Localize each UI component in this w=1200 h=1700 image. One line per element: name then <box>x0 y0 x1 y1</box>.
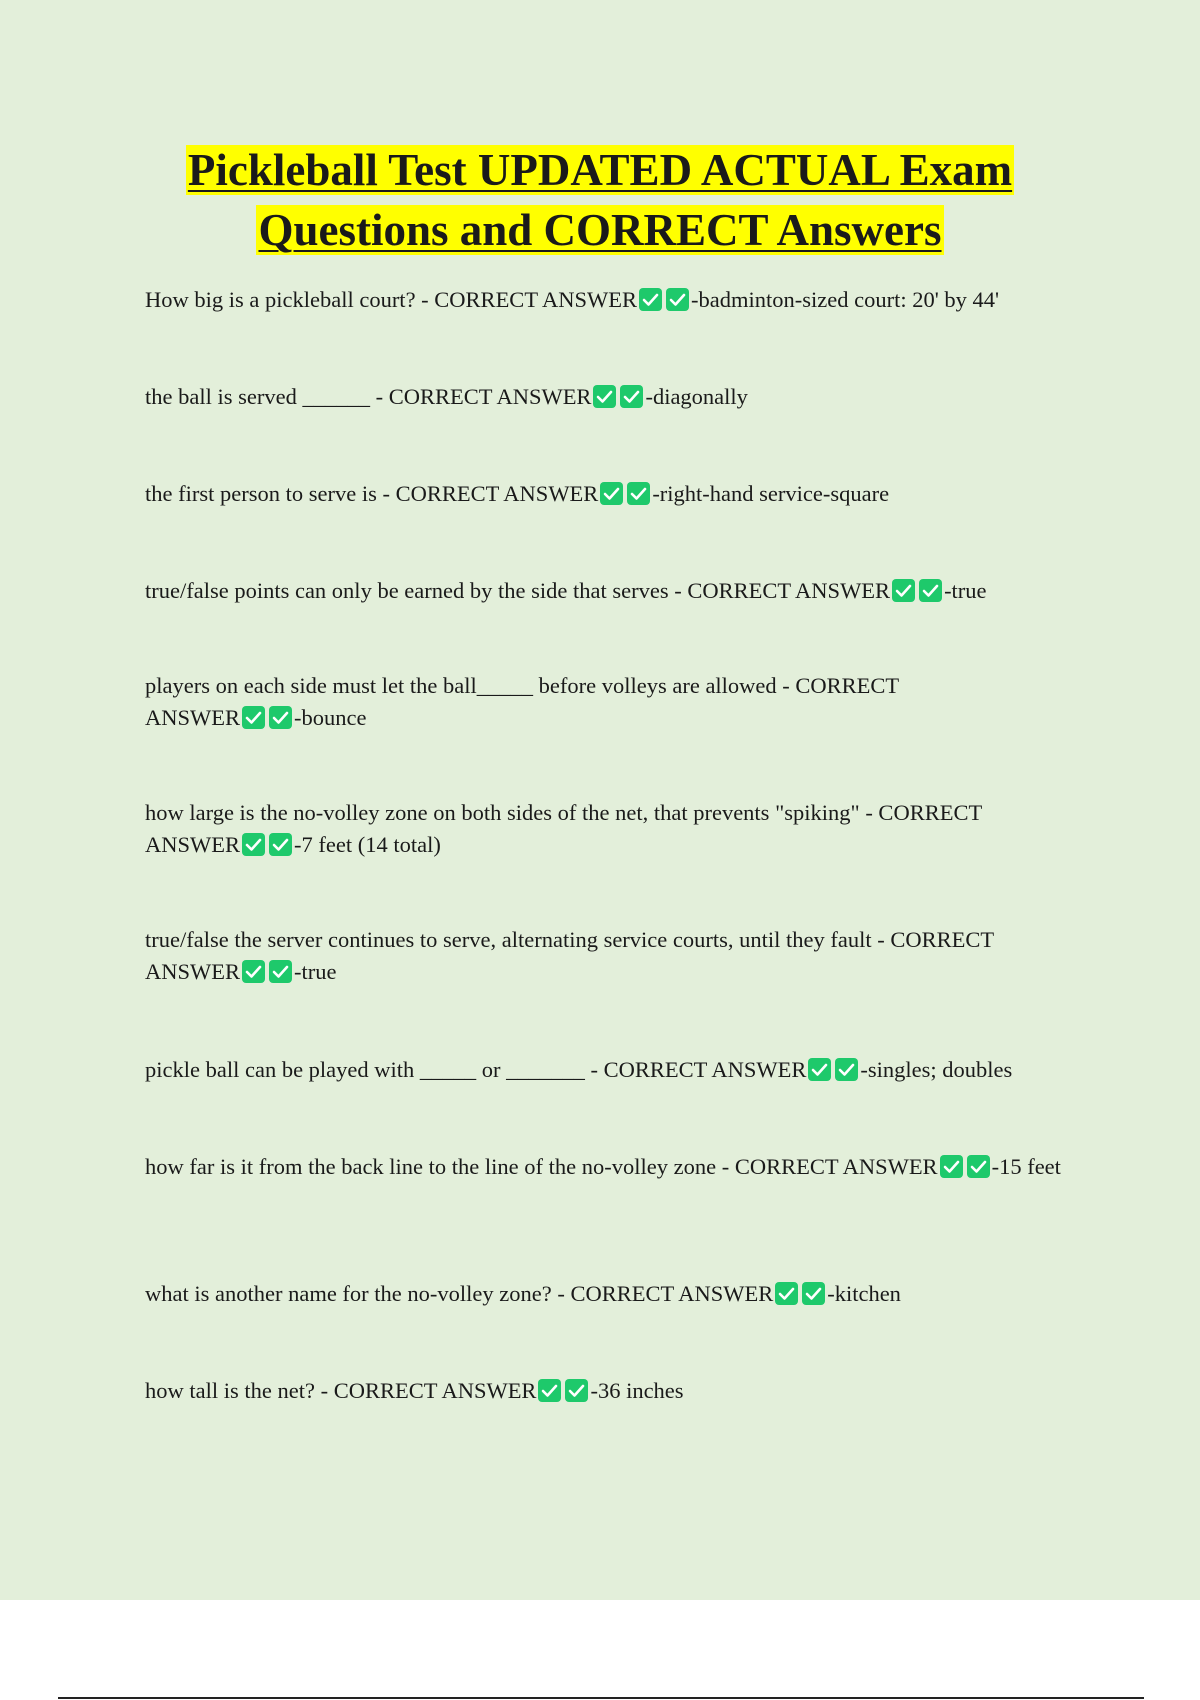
check-mark-icon <box>269 706 292 729</box>
question-text: true/false points can only be earned by the side that serves - CORRECT ANSWER <box>145 578 891 603</box>
qa-item <box>145 575 1090 607</box>
check-mark-icon <box>835 1058 858 1081</box>
question-text: the first person to serve is - CORRECT ANSWER <box>145 481 599 506</box>
check-mark-icon <box>269 833 292 856</box>
check-mark-icon <box>627 482 650 505</box>
check-mark-icon <box>967 1155 990 1178</box>
page-title <box>0 140 1200 260</box>
answer-text: -36 inches <box>590 1378 684 1403</box>
qa-item <box>145 1375 1090 1407</box>
qa-item <box>145 1054 1145 1086</box>
qa-item <box>145 924 1085 988</box>
check-mark-icon <box>242 706 265 729</box>
footer-divider <box>58 1697 1144 1699</box>
qa-item <box>145 797 1075 861</box>
question-text: the ball is served ______ - CORRECT ANSWER <box>145 384 592 409</box>
qa-item <box>145 670 975 734</box>
check-mark-icon <box>538 1379 561 1402</box>
question-text: how large is the no-volley zone on both sides of the net, that prevents "spiking" - CORRECT ANSWER <box>145 800 982 857</box>
answer-text: -right-hand service-square <box>652 481 890 506</box>
answer-text: -true <box>294 959 337 984</box>
answer-text: -true <box>944 578 987 603</box>
answer-text: -kitchen <box>827 1281 901 1306</box>
qa-item <box>145 381 1090 413</box>
question-text: how far is it from the back line to the line of the no-volley zone - CORRECT ANSWER <box>145 1154 938 1179</box>
question-text: players on each side must let the ball_____ before volleys are allowed - CORRECT ANSWER <box>145 673 899 730</box>
check-mark-icon <box>600 482 623 505</box>
check-mark-icon <box>242 833 265 856</box>
check-mark-icon <box>775 1282 798 1305</box>
qa-item <box>145 284 1090 316</box>
title-line-2: Questions and CORRECT Answers <box>258 205 942 255</box>
check-mark-icon <box>620 385 643 408</box>
answer-text: -diagonally <box>645 384 748 409</box>
qa-item <box>145 1278 1090 1310</box>
check-mark-icon <box>940 1155 963 1178</box>
question-text: what is another name for the no-volley zone? - CORRECT ANSWER <box>145 1281 774 1306</box>
qa-item <box>145 478 1090 510</box>
check-mark-icon <box>666 288 689 311</box>
answer-text: -singles; doubles <box>860 1057 1013 1082</box>
check-mark-icon <box>565 1379 588 1402</box>
answer-text: -15 feet <box>991 1154 1061 1179</box>
check-mark-icon <box>269 960 292 983</box>
question-text: true/false the server continues to serve, alternating service courts, until they fault - CORRECT ANSWER <box>145 927 994 984</box>
title-line-1: Pickleball Test UPDATED ACTUAL Exam <box>187 145 1013 195</box>
question-text: how tall is the net? - CORRECT ANSWER <box>145 1378 537 1403</box>
question-text: pickle ball can be played with _____ or _______ - CORRECT ANSWER <box>145 1057 807 1082</box>
question-text: How big is a pickleball court? - CORRECT ANSWER <box>145 287 638 312</box>
answer-text: -bounce <box>294 705 367 730</box>
check-mark-icon <box>802 1282 825 1305</box>
answer-text: -badminton-sized court: 20' by 44' <box>691 287 1000 312</box>
check-mark-icon <box>639 288 662 311</box>
check-mark-icon <box>808 1058 831 1081</box>
check-mark-icon <box>593 385 616 408</box>
check-mark-icon <box>919 579 942 602</box>
answer-text: -7 feet (14 total) <box>294 832 441 857</box>
qa-item <box>145 1151 1085 1183</box>
check-mark-icon <box>892 579 915 602</box>
check-mark-icon <box>242 960 265 983</box>
